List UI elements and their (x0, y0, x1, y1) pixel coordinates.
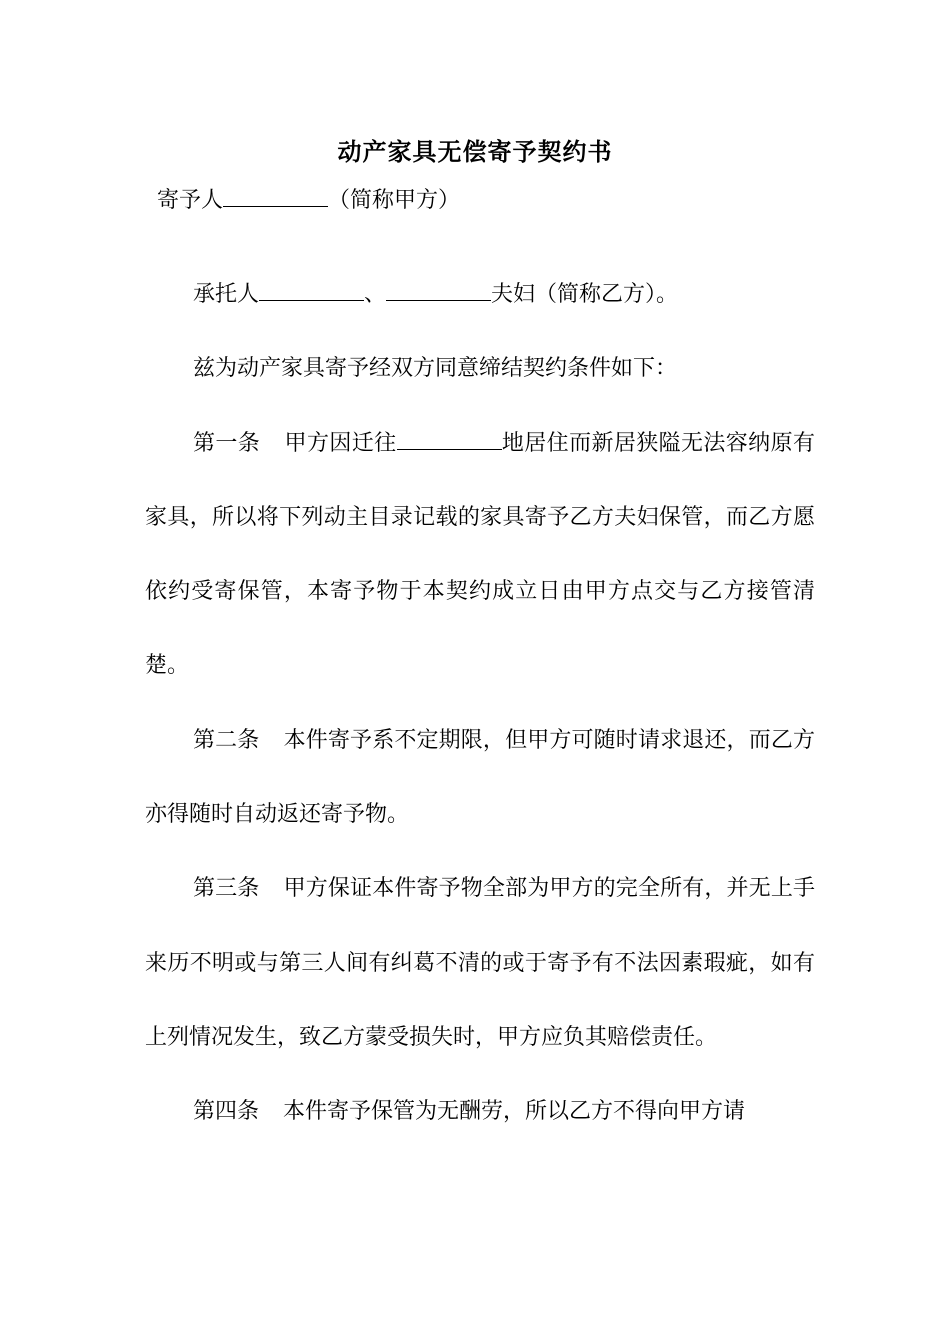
depositor-suffix: （简称甲方） (328, 188, 461, 213)
article-4-text: 本件寄予保管为无酬劳，所以乙方不得向甲方请 (283, 1099, 746, 1125)
trustee-suffix: 夫妇（简称乙方）。 (491, 282, 679, 307)
article-3-text: 甲方保证本件寄予物全部为甲方的完全所有，并无上手来历不明或与第三人间有纠葛不清的或于寄予有不法因素瑕疵，如有上列情况发生，致乙方蒙受损失时，甲方应负其赔偿责任。 (145, 876, 815, 1050)
depositor-line (157, 186, 460, 216)
article-4 (145, 1075, 815, 1149)
depositor-label: 寄予人 (157, 188, 224, 213)
document-title: 动产家具无偿寄予契约书 (337, 137, 613, 166)
article-1-text-before: 甲方因迁往 (284, 430, 397, 456)
depositor-name-blank (223, 188, 328, 207)
intro-paragraph: 兹为动产家具寄予经双方同意缔结契约条件如下： (193, 356, 678, 382)
article-2 (145, 704, 815, 853)
trustee-separator: 、 (364, 282, 387, 307)
trustee-name-blank-2 (386, 282, 491, 301)
article-1 (145, 407, 815, 704)
article-2-text: 本件寄予系不定期限，但甲方可随时请求退还，而乙方亦得随时自动返还寄予物。 (145, 727, 815, 828)
article-1-text-after: 地居住而新居狭隘无法容纳原有家具，所以将下列动主目录记载的家具寄予乙方夫妇保管，而乙方愿依约受寄保管，本寄予物于本契约成立日由甲方点交与乙方接管清楚。 (145, 430, 815, 679)
article-2-label: 第二条 (193, 727, 260, 753)
trustee-name-blank-1 (259, 282, 364, 301)
article-1-label: 第一条 (193, 430, 261, 456)
trustee-label: 承托人 (193, 282, 260, 307)
trustee-line (145, 258, 815, 332)
article-3 (145, 852, 815, 1075)
document-body (145, 258, 815, 1150)
article-4-label: 第四条 (193, 1099, 260, 1125)
destination-blank (397, 431, 502, 450)
article-3-label: 第三条 (193, 876, 260, 902)
